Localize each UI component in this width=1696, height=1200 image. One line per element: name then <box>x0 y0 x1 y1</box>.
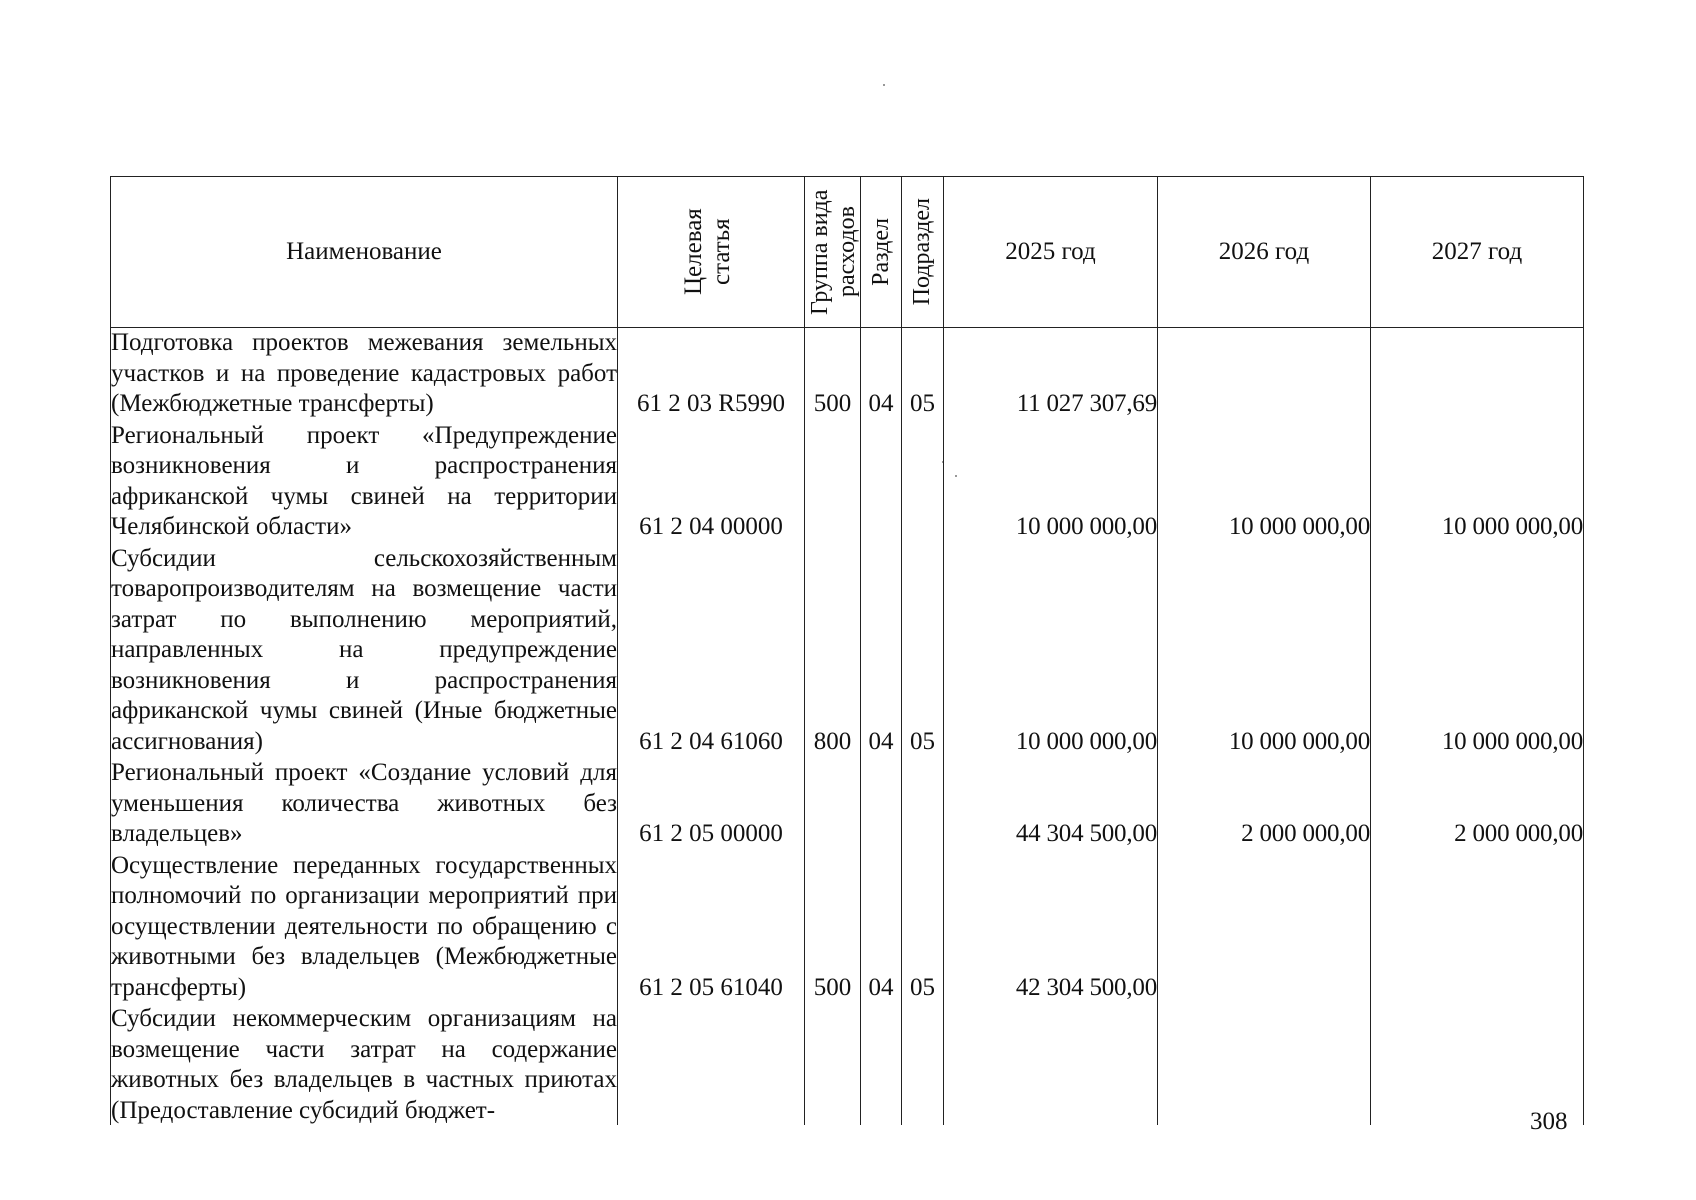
row-group: 800 <box>805 544 861 759</box>
row-target: 61 2 05 61040 <box>618 851 805 1005</box>
row-name: Региональный проект «Создание условий для уменьшения количества животных без владельцев» <box>111 758 618 851</box>
row-subsection <box>902 1004 944 1125</box>
budget-table <box>110 176 1584 1125</box>
row-2026: 2 000 000,00 <box>1158 758 1371 851</box>
row-name-cell <box>111 1004 618 1125</box>
row-2025: 42 304 500,00 <box>944 851 1158 1005</box>
row-2026 <box>1158 1004 1371 1125</box>
row-group <box>805 758 861 851</box>
header-target: Целевая статья <box>680 208 735 296</box>
table-row <box>111 758 1584 851</box>
row-section: 04 <box>861 328 902 421</box>
table-row <box>111 421 1584 544</box>
header-2027: 2027 год <box>1371 177 1584 328</box>
table-row <box>111 1004 1584 1125</box>
row-section: 04 <box>861 544 902 759</box>
row-target: 61 2 04 00000 <box>618 421 805 544</box>
row-2027: 2 000 000,00 <box>1371 758 1584 851</box>
row-target: 61 2 05 00000 <box>618 758 805 851</box>
row-section: 04 <box>861 851 902 1005</box>
row-2026 <box>1158 328 1371 421</box>
row-subsection: 05 <box>902 851 944 1005</box>
header-target-cell <box>618 177 805 328</box>
header-row <box>111 177 1584 328</box>
header-name: Наименование <box>111 177 618 328</box>
row-2027 <box>1371 1004 1584 1125</box>
row-section <box>861 758 902 851</box>
header-group-cell <box>805 177 861 328</box>
row-2027 <box>1371 328 1584 421</box>
row-subsection: 05 <box>902 328 944 421</box>
row-section <box>861 1004 902 1125</box>
row-2026: 10 000 000,00 <box>1158 421 1371 544</box>
row-name: Региональный проект «Предупреждение возникновения и распространения африканской чумы свиней на территории Челябинской области» <box>111 421 618 544</box>
row-2025: 11 027 307,69 <box>944 328 1158 421</box>
row-2027: 10 000 000,00 <box>1371 421 1584 544</box>
header-section: Раздел <box>867 218 894 286</box>
row-2025: 10 000 000,00 <box>944 544 1158 759</box>
row-2027 <box>1371 851 1584 1005</box>
row-name: Субсидии сельскохозяйственным товаропроизводителям на возмещение части затрат по выполнению мероприятий, направленных на предупреждение возникновения и распространения африканской чумы свиней (Иные бюджетные ассигнования) <box>111 544 618 759</box>
scan-speck <box>883 84 885 86</box>
row-2026 <box>1158 851 1371 1005</box>
row-section <box>861 421 902 544</box>
row-target: 61 2 04 61060 <box>618 544 805 759</box>
row-target: 61 2 03 R5990 <box>618 328 805 421</box>
row-subsection <box>902 758 944 851</box>
row-2025: 10 000 000,00 <box>944 421 1158 544</box>
row-target <box>618 1004 805 1125</box>
row-2025 <box>944 1004 1158 1125</box>
row-group <box>805 1004 861 1125</box>
row-group: 500 <box>805 851 861 1005</box>
row-subsection: 05 <box>902 544 944 759</box>
table-row <box>111 328 1584 421</box>
header-section-cell <box>861 177 902 328</box>
row-name: Подготовка проектов межевания земельных участков и на проведение кадастровых работ (Межбюджетные трансферты) <box>111 328 618 421</box>
row-2026: 10 000 000,00 <box>1158 544 1371 759</box>
header-group: Группа вида расходов <box>806 189 860 315</box>
row-2025: 44 304 500,00 <box>944 758 1158 851</box>
row-name: Осуществление переданных государственных полномочий по организации мероприятий при осуществлении деятельности по обращению с животными без владельцев (Межбюджетные трансферты) <box>111 851 618 1005</box>
header-subsection-cell <box>902 177 944 328</box>
header-2025: 2025 год <box>944 177 1158 328</box>
header-2026: 2026 год <box>1158 177 1371 328</box>
budget-table-frame <box>110 176 1583 1125</box>
table-row <box>111 544 1584 759</box>
row-group: 500 <box>805 328 861 421</box>
page-number: 308 <box>1530 1108 1568 1135</box>
row-subsection <box>902 421 944 544</box>
row-2027: 10 000 000,00 <box>1371 544 1584 759</box>
row-group <box>805 421 861 544</box>
row-name: Субсидии некоммерческим организациям на возмещение части затрат на содержание животных без владельцев в частных приютах (Предоставление субсидий бюджет- <box>111 1005 617 1124</box>
table-row <box>111 851 1584 1005</box>
header-subsection: Подраздел <box>909 198 936 306</box>
